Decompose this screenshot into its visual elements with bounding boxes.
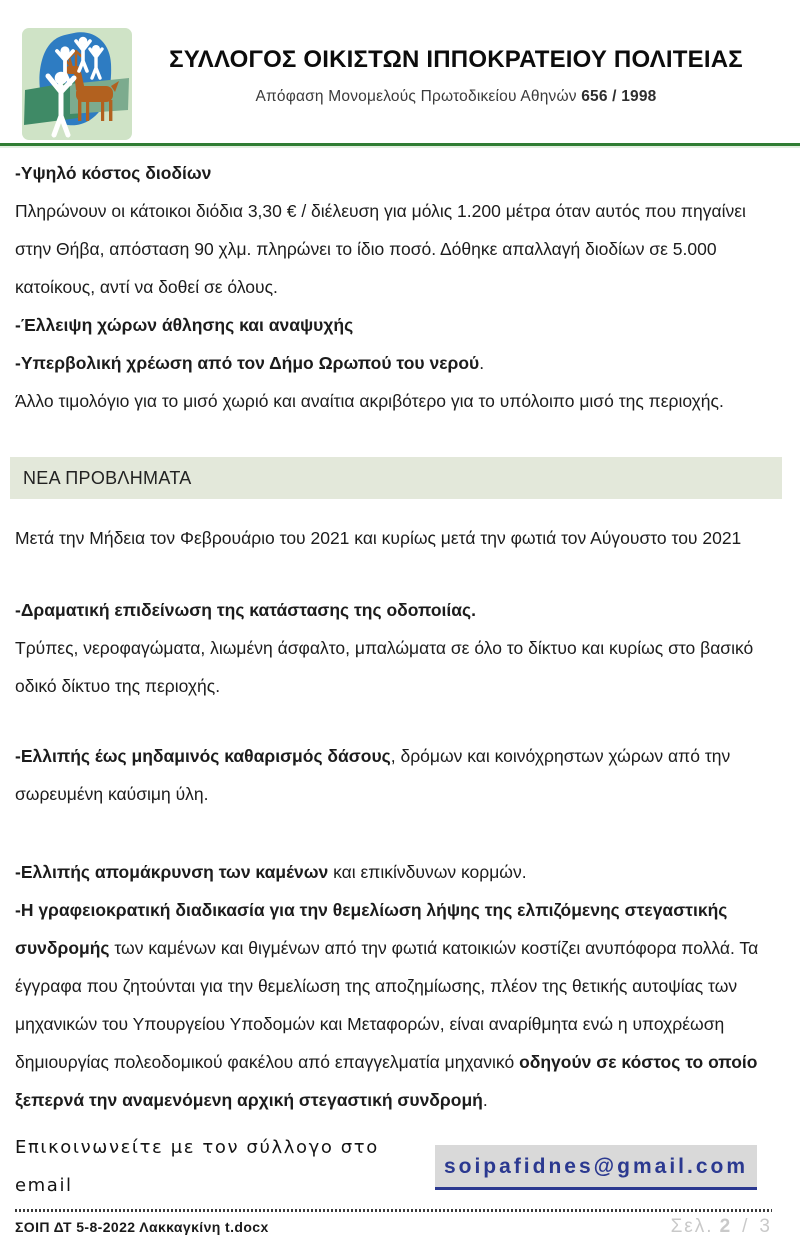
header-divider	[0, 143, 800, 146]
paragraph-disasters: Μετά την Μήδεια τον Φεβρουάριο του 2021 και κυρίως μετά την φωτιά τον Αύγουστο του 2021	[15, 528, 742, 548]
paragraph-forest-cleaning-tail: , δρόμων και κοινόχρηστων χώρων από την σωρευμένη καύσιμη ύλη.	[15, 746, 731, 804]
heading-sports-lack: -Έλλειψη χώρων άθλησης και αναψυχής	[15, 315, 354, 335]
page-number-label: Σελ.	[670, 1216, 714, 1237]
page-number-current: 2	[719, 1216, 733, 1237]
association-logo-icon	[22, 28, 132, 140]
page-number-separator: /	[742, 1216, 750, 1237]
footer-row	[0, 1212, 800, 1238]
contact-row	[15, 1129, 785, 1205]
paragraph-tolls: Πληρώνουν οι κάτοικοι διόδια 3,30 € / διέλευση για μόλις 1.200 μέτρα όταν αυτός που πηγαίνει στην Θήβα, απόσταση 90 χλμ. πληρώνει το ίδιο ποσό. Δόθηκε απαλλαγή διοδίων σε 5.000 κατοίκους, αντί να δοθεί σε όλους.	[15, 201, 746, 297]
paragraph-road-condition: Τρύπες, νεροφαγώματα, λιωμένη άσφαλτο, μπαλώματα σε όλο το δίκτυο και κυρίως στο βασικό οδικό δίκτυο της περιοχής.	[15, 638, 754, 696]
paragraph-water-tariff: Άλλο τιμολόγιο για το μισό χωριό και αναίτια ακριβότερο για το υπόλοιπο μισό της περιοχής.	[15, 391, 724, 411]
contact-label: Επικοινωνείτε με τον σύλλογο στο email	[15, 1137, 379, 1196]
subtitle-text: Απόφαση Μονομελούς Πρωτοδικείου Αθηνών	[255, 87, 582, 105]
heading-toll-costs: -Υψηλό κόστος διοδίων	[15, 163, 212, 183]
footer-filename: ΣΟΙΠ ΔΤ 5-8-2022 Λακκαγκίνη t.docx	[15, 1219, 269, 1235]
paragraph-bureaucracy-regular: των καμένων και θιγμένων από την φωτιά κατοικιών κοστίζει ανυπόφορα πολλά. Τα έγγραφα που ζητούνται για την θεμελίωση της αποζημίωσης, πλέον της θετικής αυτοψίας των μηχανικών του Υπουργείου Υποδομών και Μεταφορών, είναι αναρίθμητα ενώ η υποχρέωση δημιουργίας πολεοδομικού φακέλου από επαγγελματία μηχανικό	[15, 938, 759, 1072]
decision-number: 656 / 1998	[581, 87, 657, 105]
paragraph-burnt-trunks-tail: και επικίνδυνων κορμών.	[328, 862, 527, 882]
section-banner-new-problems	[10, 457, 782, 499]
paragraph-burnt-trunks	[15, 853, 785, 891]
document-body	[0, 154, 800, 1205]
document-header	[0, 0, 800, 140]
court-decision-subtitle	[142, 88, 770, 106]
paragraph-burnt-trunks-bold: -Ελλιπής απομάκρυνση των καμένων	[15, 862, 329, 882]
contact-email-link[interactable]: soipafidnes@gmail.com	[435, 1145, 757, 1190]
paragraph-forest-cleaning	[15, 737, 785, 813]
page-number	[671, 1216, 772, 1238]
paragraph-bureaucracy-bold-tail: οδηγούν σε κόστος το οποίο ξεπερνά την αναμενόμενη αρχική στεγαστική συνδρομή	[15, 1052, 758, 1110]
header-text-block	[132, 28, 800, 106]
paragraph-bureaucracy-bold-lead: -Η γραφειοκρατική διαδικασία για την θεμελίωση λήψης της ελπιζόμενης στεγαστικής συνδρομής	[15, 900, 728, 958]
heading-water-charge-tail: .	[479, 353, 485, 373]
heading-water-charge	[15, 344, 785, 382]
page-number-total: 3	[759, 1216, 772, 1237]
association-title: ΣΥΛΛΟΓΟΣ ΟΙΚΙΣΤΩΝ ΙΠΠΟΚΡΑΤΕΙΟΥ ΠΟΛΙΤΕΙΑΣ	[169, 46, 743, 73]
paragraph-bureaucracy	[15, 891, 785, 1119]
heading-water-charge-bold: -Υπερβολική χρέωση από τον Δήμο Ωρωπού του νερού	[15, 353, 480, 373]
paragraph-bureaucracy-period: .	[482, 1090, 488, 1110]
paragraph-forest-cleaning-bold: -Ελλιπής έως μηδαμινός καθαρισμός δάσους	[15, 746, 391, 766]
heading-road-deterioration: -Δραματική επιδείνωση της κατάστασης της οδοποιίας.	[15, 600, 476, 620]
banner-title: ΝΕΑ ΠΡΟΒΛΗΜΑΤΑ	[23, 468, 192, 488]
